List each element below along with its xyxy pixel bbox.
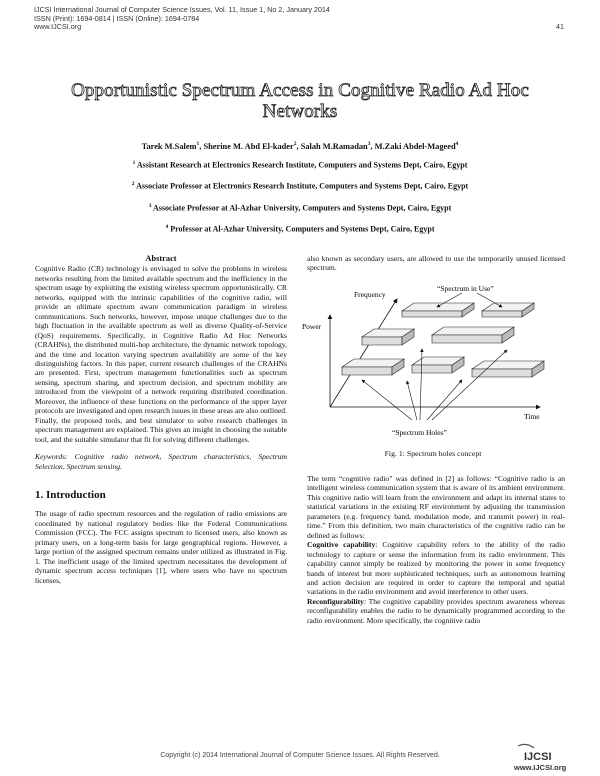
paper-title: Opportunistic Spectrum Access in Cognitive Radio Ad Hoc Networks <box>71 80 529 122</box>
issn-line: ISSN (Print): 1694-0814 | ISSN (Online): 1694-0784 <box>34 13 200 23</box>
abstract-heading: Abstract <box>145 254 177 263</box>
right-column-bottom <box>307 474 565 625</box>
cognitive-capability-para: Cognitive capability: Cognitive capability refers to the ability of the radio technology to capture or sense the information from its radio environment. This capability cannot simply be realized by monitoring the power in some frequency bands of interest but more sophisticated techniques, such as autonomous learning and action decision are required in order to capture the temporal and spatial variations in the radio environment and avoid interference to other users. <box>307 540 565 597</box>
page-number: 41 <box>556 22 564 31</box>
author-list: Tarek M.Salem$^1$, Sherine M. Abd El-kader$^2$, Salah M.Ramadan$^3$, M.Zaki Abdel-Mageed$^4$ <box>141 141 459 151</box>
left-column <box>35 254 287 585</box>
abstract-text: Cognitive Radio (CR) technology is envisaged to solve the problems in wireless networks resulting from the limited available spectrum and the inefficiency in the spectrum usage by exploiting the existing wireless spectrum opportunistically. CR networks, equipped with the intrinsic capabilities of the cognitive radio, will provide an ultimate spectrum aware communication paradigm in wireless communications. Such networks, however, impose unique challenges due to the high fluctuation in the available spectrum as well as diverse Quality-of-Service (QoS) requirements. Specifically, in Cognitive Radio Ad Hoc Networks (CRAHNs), the distributed multi-hop architecture, the dynamic network topology, and the time and location varying spectrum availability are some of the key distinguishing factors. In this paper, current research challenges of the CRAHNs are presented. First, spectrum management functionalities such as spectrum sensing, spectrum sharing, and spectrum decision, and spectrum mobility are introduced from the viewpoint of a network requiring distributed coordination. Moreover, the influence of these functions on the performance of the upper layer protocols are investigated and open research issues in these areas are also outlined. Finally, the proposed tools, and best simulator to solve research challenges in spectrum management are explained. This gives an insight in choosing the suitable tool, and the suitable simulator that fit for solving different challenges. <box>35 264 287 444</box>
in-use-label: “Spectrum in Use” <box>437 285 494 293</box>
svg-text:www.IJCSI.org: www.IJCSI.org <box>514 763 567 772</box>
intro-text: The usage of radio spectrum resources and the regulation of radio emissions are coordinated by national regulatory bodies like the Federal Communications Commission (FCC). The FCC assigns spectrum to licensed users, also known as primary users, on a long-term basis for large geographical regions. However, a large portion of the assigned spectrum remains under utilized as illustrated in Fig. 1. The inefficient usage of the limited spectrum necessitates the development of dynamic spectrum access techniques [1], where users who have no spectrum licenses, <box>35 509 287 585</box>
ijcsi-logo <box>512 742 570 772</box>
journal-line: IJCSI International Journal of Computer Science Issues, Vol. 11, Issue 1, No 2, January 2014 <box>34 5 330 14</box>
secondary-users-text: also known as secondary users, are allowed to use the temporarily unused licensed spectrum. <box>307 254 565 273</box>
holes-label: “Spectrum Holes” <box>392 428 447 437</box>
affiliation-1: $^1$ Assistant Research at Electronics Research Institute, Computers and Systems Dept, Cairo, Egypt <box>132 160 468 170</box>
right-column-top <box>307 254 565 273</box>
time-label: Time <box>524 412 540 421</box>
author-3: Salah M.Ramadan$^3$ <box>300 141 371 151</box>
cr-definition-text: The term “cognitive radio” was defined in [2] as follows: “Cognitive radio is an intelligent wireless communication system that is aware of its ambient environment. This cognitive radio will learn from the environment and adapt its internal states to statistical variations in the existing RF environment by adjusting the transmission parameters (e.g. frequency band, modulation mode, and transmit power) in real-time.” From this definition, two main characteristics of the cognitive radio can be defined as follows: <box>307 474 565 540</box>
power-label: Power <box>302 322 322 331</box>
journal-url[interactable]: www.IJCSI.org <box>34 22 82 32</box>
intro-heading: 1. Introduction <box>35 488 106 501</box>
affiliation-2: $^2$ Associate Professor at Electronics Research Institute, Computers and Systems Dept, Cairo, Egypt <box>131 181 469 191</box>
author-1: Tarek M.Salem$^1$ <box>141 141 200 151</box>
svg-text:IJCSI: IJCSI <box>524 751 552 763</box>
affiliation-4: $^4$ Professor at Al-Azhar University, Computers and Systems Dept, Cairo, Egypt <box>165 224 435 234</box>
cognitive-capability-label: Cognitive capability <box>307 540 376 550</box>
reconfigurability-label: Reconfigurability <box>307 596 364 606</box>
spectrum-blocks <box>342 303 544 377</box>
author-4: M.Zaki Abdel-Mageed$^4$ <box>374 141 459 151</box>
frequency-axis <box>330 299 397 407</box>
spectrum-holes-figure <box>302 285 564 445</box>
figure-caption: Fig. 1: Spectrum holes concept <box>384 449 482 458</box>
frequency-label: Frequency <box>354 290 386 299</box>
running-header <box>34 6 564 32</box>
author-2: Sherine M. Abd El-kader$^2$ <box>203 141 297 151</box>
reconfigurability-para: Reconfigurability: The cognitive capability provides spectrum awareness whereas reconfigurability enables the radio to be dynamically programmed according to the radio environment. More specifically, the cognitive radio <box>307 596 565 625</box>
affiliation-3: $^3$ Associate Professor at Al-Azhar University, Computers and Systems Dept, Cairo, Egypt <box>148 203 452 213</box>
keywords: Keywords: Cognitive radio network, Spectrum characteristics, Spectrum Selection, Spectrum sensing. <box>35 452 287 471</box>
copyright-footer: Copyright (c) 2014 International Journal of Computer Science Issues. All Rights Reserved. <box>160 752 440 759</box>
